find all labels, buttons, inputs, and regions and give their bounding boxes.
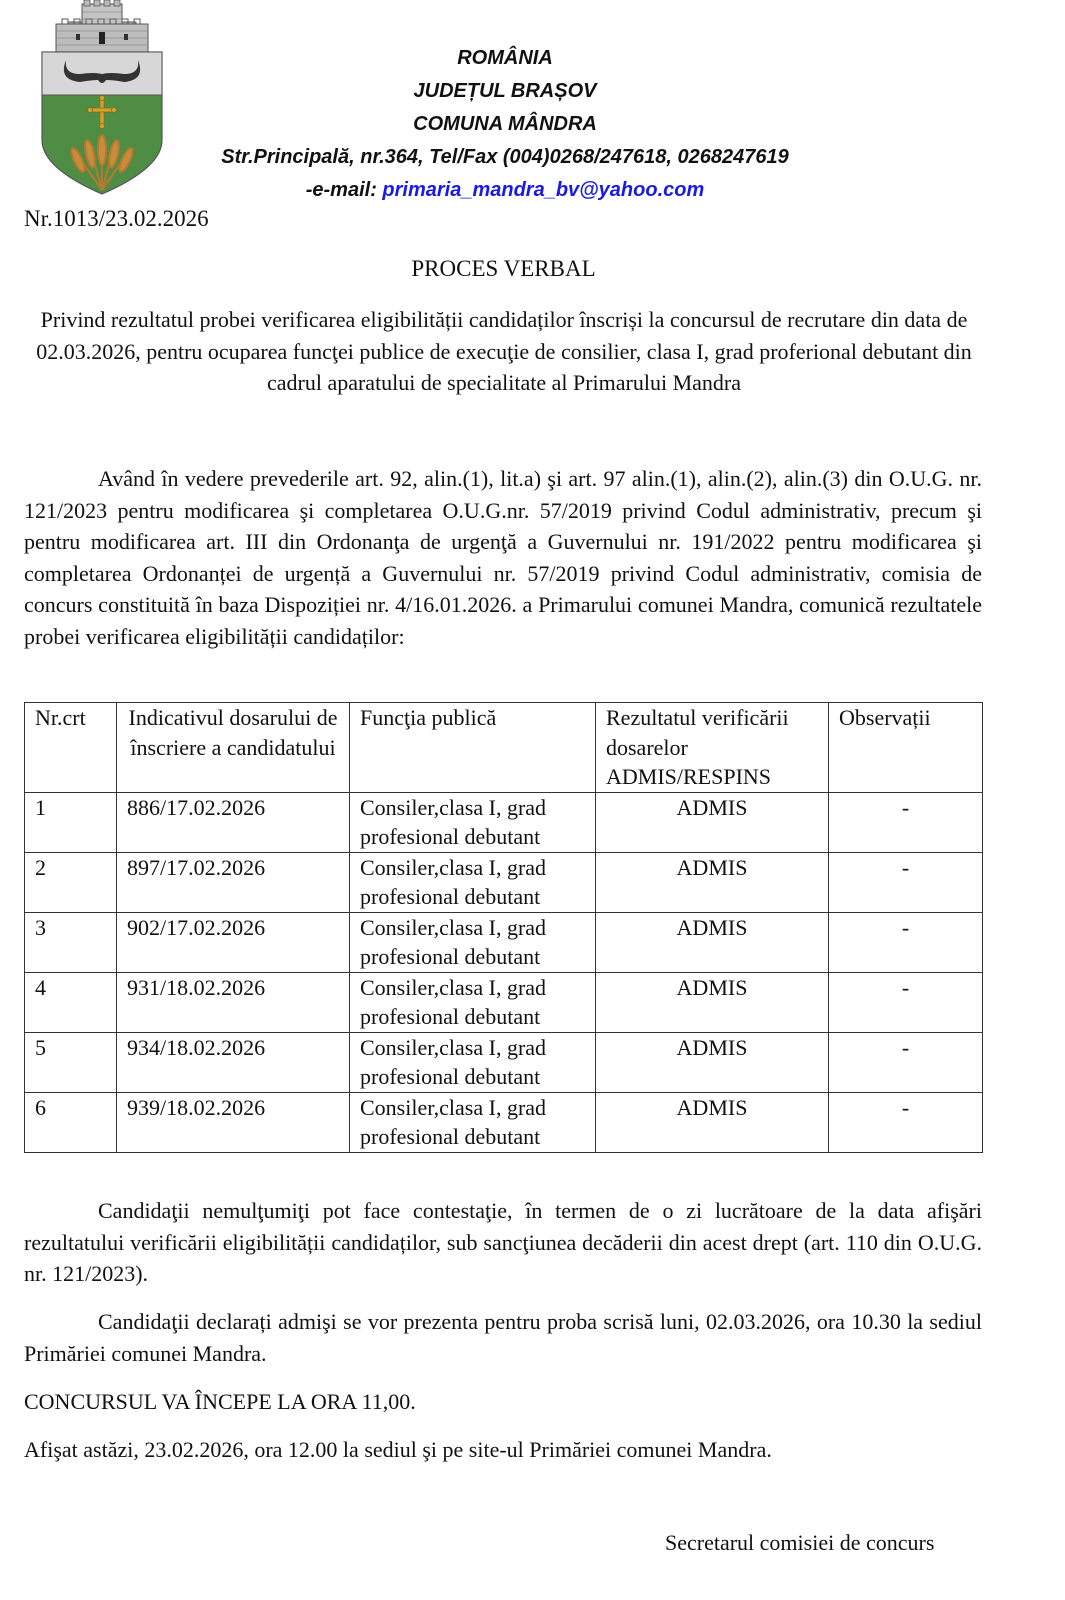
- cell-position: Consiler,clasa I, grad profesional debutant: [350, 1092, 596, 1152]
- cell-notes: -: [829, 792, 983, 852]
- cell-nr: 2: [25, 852, 117, 912]
- commune: COMUNA MÂNDRA: [413, 113, 597, 135]
- cell-nr: 4: [25, 972, 117, 1032]
- cell-nr: 1: [25, 792, 117, 852]
- cell-file: 934/18.02.2026: [117, 1032, 350, 1092]
- cell-result: ADMIS: [596, 1092, 829, 1152]
- email-line: [180, 174, 830, 207]
- cell-notes: -: [829, 912, 983, 972]
- admitted-paragraph: Candidaţii declarați admişi se vor prezenta pentru proba scrisă luni, 02.03.2026, ora 10.30 la sediul Primăriei comunei Mandra.: [24, 1309, 982, 1366]
- cell-result: ADMIS: [596, 972, 829, 1032]
- results-table: [24, 702, 983, 1153]
- table-row: [25, 912, 983, 972]
- cell-file: 886/17.02.2026: [117, 792, 350, 852]
- cell-file: 902/17.02.2026: [117, 912, 350, 972]
- registration-number: Nr.1013/23.02.2026: [24, 206, 209, 231]
- cell-notes: -: [829, 1032, 983, 1092]
- cell-nr: 5: [25, 1032, 117, 1092]
- email-link[interactable]: primaria_mandra_bv@yahoo.com: [382, 179, 705, 201]
- letterhead: [180, 42, 830, 207]
- table-row: [25, 792, 983, 852]
- cell-position: Consiler,clasa I, grad profesional debutant: [350, 912, 596, 972]
- document-title: PROCES VERBAL: [411, 256, 596, 281]
- coat-of-arms-icon: [36, 0, 168, 196]
- cell-file: 931/18.02.2026: [117, 972, 350, 1032]
- cell-position: Consiler,clasa I, grad profesional debutant: [350, 1032, 596, 1092]
- cell-position: Consiler,clasa I, grad profesional debutant: [350, 972, 596, 1032]
- cell-nr: 6: [25, 1092, 117, 1152]
- cell-result: ADMIS: [596, 852, 829, 912]
- contest-start-notice: CONCURSUL VA ÎNCEPE LA ORA 11,00.: [24, 1389, 416, 1414]
- header-result: Rezultatul verificării dosarelor ADMIS/RESPINS: [596, 703, 829, 793]
- table-row: [25, 852, 983, 912]
- address: Str.Principală, nr.364, Tel/Fax (004)0268/247618, 0268247619: [221, 146, 789, 168]
- table-row: [25, 1032, 983, 1092]
- tower-crown: [56, 0, 148, 52]
- cell-result: ADMIS: [596, 1032, 829, 1092]
- cell-notes: -: [829, 1092, 983, 1152]
- cell-file: 897/17.02.2026: [117, 852, 350, 912]
- posted-notice: Afişat astăzi, 23.02.2026, ora 12.00 la sediul şi pe site-ul Primăriei comunei Mandra.: [24, 1437, 772, 1462]
- header-notes: Observații: [829, 703, 983, 793]
- cell-position: Consiler,clasa I, grad profesional debutant: [350, 852, 596, 912]
- intro-paragraph: Având în vedere prevederile art. 92, alin.(1), lit.a) şi art. 97 alin.(1), alin.(2), alin.(3) din O.U.G. nr. 121/2023 pentru modificarea şi completarea O.U.G.nr. 57/2019 privind Codul administrativ, precum şi pentru modificarea art. III din Ordonanţa de urgenţă a Guvernului nr. 191/2022 pentru modificarea şi completarea Ordonanței de urgență a Guvernului nr. 57/2019 privind Codul administrativ, comisia de concurs constituită în baza Dispoziției nr. 4/16.01.2026. a Primarului comunei Mandra, comunică rezultatele probei verificarea eligibilității candidaților:: [24, 466, 982, 649]
- table-row: [25, 972, 983, 1032]
- email-label: -e-mail:: [305, 179, 383, 201]
- table-header-row: [25, 703, 983, 793]
- cell-position: Consiler,clasa I, grad profesional debutant: [350, 792, 596, 852]
- table-row: [25, 1092, 983, 1152]
- cell-result: ADMIS: [596, 912, 829, 972]
- country: ROMÂNIA: [457, 47, 553, 69]
- county: JUDEȚUL BRAȘOV: [413, 80, 597, 102]
- header-nr: Nr.crt: [25, 703, 117, 793]
- cell-notes: -: [829, 852, 983, 912]
- cell-file: 939/18.02.2026: [117, 1092, 350, 1152]
- document-subject: Privind rezultatul probei verificarea eligibilității candidaților înscriși la concursul de recrutare din data de 02.03.2026, pentru ocuparea funcţei publice de execuţie de consilier, clasa I, grad proferional debutant din cadrul aparatului de specialitate al Primarului Mandra: [36, 307, 972, 395]
- cell-notes: -: [829, 972, 983, 1032]
- cell-nr: 3: [25, 912, 117, 972]
- contest-paragraph: Candidaţii nemulţumiţi pot face contestaţie, în termen de o zi lucrătoare de la data afişări rezultatului verificării eligibilității candidaților, sub sancţiunea decăderii din acest drept (art. 110 din O.U.G. nr. 121/2023).: [24, 1198, 982, 1286]
- signature-label: Secretarul comisiei de concurs: [665, 1530, 935, 1555]
- header-position: Funcţia publică: [350, 703, 596, 793]
- header-file: Indicativul dosarului de înscriere a candidatului: [117, 703, 350, 793]
- cell-result: ADMIS: [596, 792, 829, 852]
